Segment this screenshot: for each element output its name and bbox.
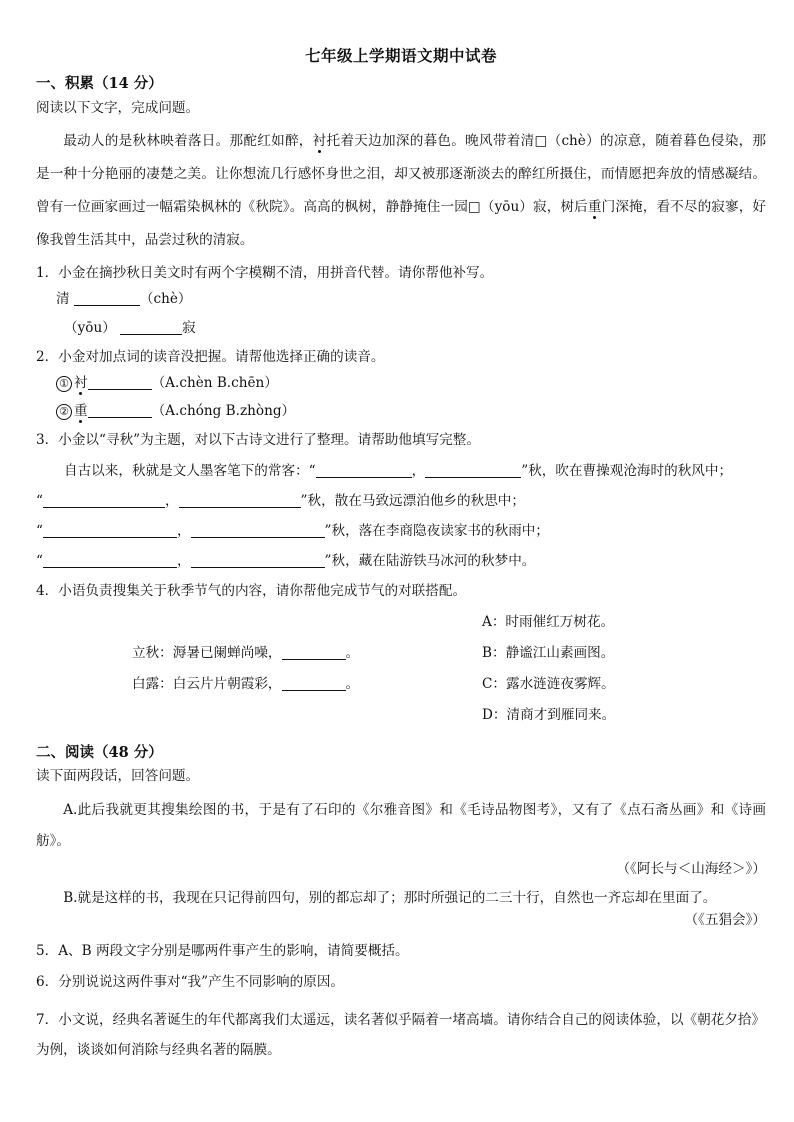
- answer-blank[interactable]: [74, 291, 140, 306]
- q1-label: 清: [56, 291, 70, 308]
- q1-label: 寂: [182, 320, 196, 337]
- answer-blank[interactable]: [191, 553, 325, 568]
- couplet-option-d: D：清商才到雁同来。: [482, 707, 616, 724]
- dotted-char: 重: [587, 199, 602, 216]
- question-7: 7．小文说，经典名著诞生的年代都离我们太遥远，读名著似乎隔着一堵高墙。请你结合自己的阅读体验，以《朝花夕拾》为例，谈谈如何消除与经典名著的隔膜。: [36, 1012, 766, 1059]
- q3-line-2: [36, 493, 766, 510]
- q3-line-1: [36, 463, 766, 480]
- page-title: 七年级上学期语文期中试卷: [304, 46, 497, 65]
- answer-blank[interactable]: [88, 403, 152, 418]
- q3-text: “: [36, 493, 43, 510]
- answer-blank[interactable]: [282, 676, 346, 691]
- q2-options: （A.chóng B.zhòng）: [151, 403, 296, 420]
- q3-text: ”秋，散在马致远漂泊他乡的秋思中；: [300, 493, 525, 510]
- dotted-char: 重: [74, 403, 88, 420]
- q3-text: “: [36, 553, 43, 570]
- couplet-option-c: C：露水涟涟夜雾辉。: [482, 676, 615, 693]
- missing-char-box: □: [534, 133, 548, 150]
- reading-a: A.此后我就更其搜集绘图的书，于是有了石印的《尔雅音图》和《毛诗品物图考》，又有了《点石斋丛画》和《诗画舫》。: [36, 802, 766, 850]
- couplet-text: 。: [345, 676, 360, 693]
- passage-text: 门深掩，看不尽的寂寥，好像我曾生活其中，品尝过秋的清寂。: [36, 199, 767, 249]
- answer-blank[interactable]: [43, 523, 177, 538]
- answer-blank[interactable]: [191, 523, 325, 538]
- missing-char-box: □: [467, 199, 481, 216]
- question-6: 6．分别说说这两件事对“我”产生不同影响的原因。: [36, 974, 345, 991]
- question-4: 4．小语负责搜集关于秋季节气的内容，请你帮他完成节气的对联搭配。: [36, 583, 467, 600]
- q1-line-1: [36, 291, 766, 308]
- q3-text: ，: [176, 553, 191, 570]
- q1-label: （chè）: [139, 291, 192, 308]
- reading-a-source: （《阿长与＜山海经＞》）: [616, 861, 766, 878]
- q3-text: ”秋，吹在曹操观沧海时的秋风中；: [521, 463, 733, 480]
- dotted-char: 衬: [312, 133, 327, 150]
- passage-text: 托着天边加深的暮色。晚风带着清: [326, 133, 535, 150]
- q3-text: ，: [164, 493, 179, 510]
- section1-heading: 一、积累（14 分）: [36, 75, 163, 93]
- answer-blank[interactable]: [282, 645, 346, 660]
- answer-blank[interactable]: [179, 493, 301, 508]
- question-2: 2．小金对加点词的读音没把握。请帮他选择正确的读音。: [36, 349, 385, 366]
- q3-line-3: [36, 523, 766, 540]
- circled-number: ①: [56, 376, 72, 392]
- passage-text: （yōu）寂，树后: [480, 199, 588, 216]
- question-3: 3．小金以“寻秋”为主题，对以下古诗文进行了整理。请帮助他填写完整。: [36, 432, 480, 449]
- q1-label: （yōu）: [64, 320, 116, 337]
- question-1: 1．小金在摘抄秋日美文时有两个字模糊不清，用拼音代替。请你帮他补写。: [36, 265, 494, 282]
- section2-intro: 读下面两段话，回答问题。: [36, 768, 200, 785]
- question-5: 5．A、B 两段文字分别是哪两件事产生的影响，请简要概括。: [36, 943, 409, 960]
- couplet-left-1: [132, 645, 359, 662]
- q2-item-1: [36, 375, 766, 392]
- reading-b-source: （《五猖会》）: [684, 912, 766, 929]
- q2-options: （A.chèn B.chēn）: [151, 375, 278, 392]
- couplet-option-a: A：时雨催红万树花。: [482, 614, 615, 631]
- couplet-text: 白露：白云片片朝霞彩，: [132, 676, 282, 693]
- exam-page: [36, 46, 766, 1075]
- circled-number: ②: [56, 404, 72, 420]
- q3-text: ”秋，落在李商隐夜读家书的秋雨中；: [324, 523, 549, 540]
- answer-blank[interactable]: [120, 320, 182, 335]
- couplet-left-2: [132, 676, 359, 693]
- passage-text: 最动人的是秋林映着落日。那酡红如醉，: [63, 133, 313, 150]
- q3-text: ，: [411, 463, 426, 480]
- q3-text: ，: [176, 523, 191, 540]
- answer-blank[interactable]: [88, 375, 152, 390]
- q3-text: 自古以来，秋就是文人墨客笔下的常客：“: [64, 463, 316, 480]
- couplet-option-b: B：静谧江山素画图。: [482, 645, 615, 662]
- q3-text: ”秋，藏在陆游铁马冰河的秋梦中。: [324, 553, 536, 570]
- q3-text: “: [36, 523, 43, 540]
- passage-text: （chè）的凉意，随着暮色侵染，那是一种十分艳丽的凄楚之美。让你想流几行感怀身世之泪，却又被那逐渐淡去的醉红所摄住，而情愿把奔放的情感凝结。曾有一位画家画过一幅霜染枫林的《秋院》。高高的枫树，静静掩住一园: [36, 133, 767, 216]
- answer-blank[interactable]: [425, 463, 521, 478]
- q3-line-4: [36, 553, 766, 570]
- section2-heading: 二、阅读（48 分）: [36, 744, 163, 762]
- answer-blank[interactable]: [43, 493, 165, 508]
- answer-blank[interactable]: [43, 553, 177, 568]
- couplet-text: 。: [345, 645, 360, 662]
- couplet-text: 立秋：溽暑已阑蝉尚噪，: [132, 645, 282, 662]
- q2-item-2: [36, 403, 766, 420]
- dotted-char: 衬: [74, 375, 88, 392]
- q4-couplet-matching: [36, 614, 766, 738]
- q1-line-2: [36, 320, 766, 337]
- answer-blank[interactable]: [316, 463, 412, 478]
- reading-b: B.就是这样的书，我现在只记得前四句，别的都忘却了；那时所强记的二三十行，自然也一齐忘却在里面了。: [63, 890, 717, 907]
- section1-passage: [36, 125, 766, 257]
- section1-intro: 阅读以下文字，完成问题。: [36, 99, 200, 116]
